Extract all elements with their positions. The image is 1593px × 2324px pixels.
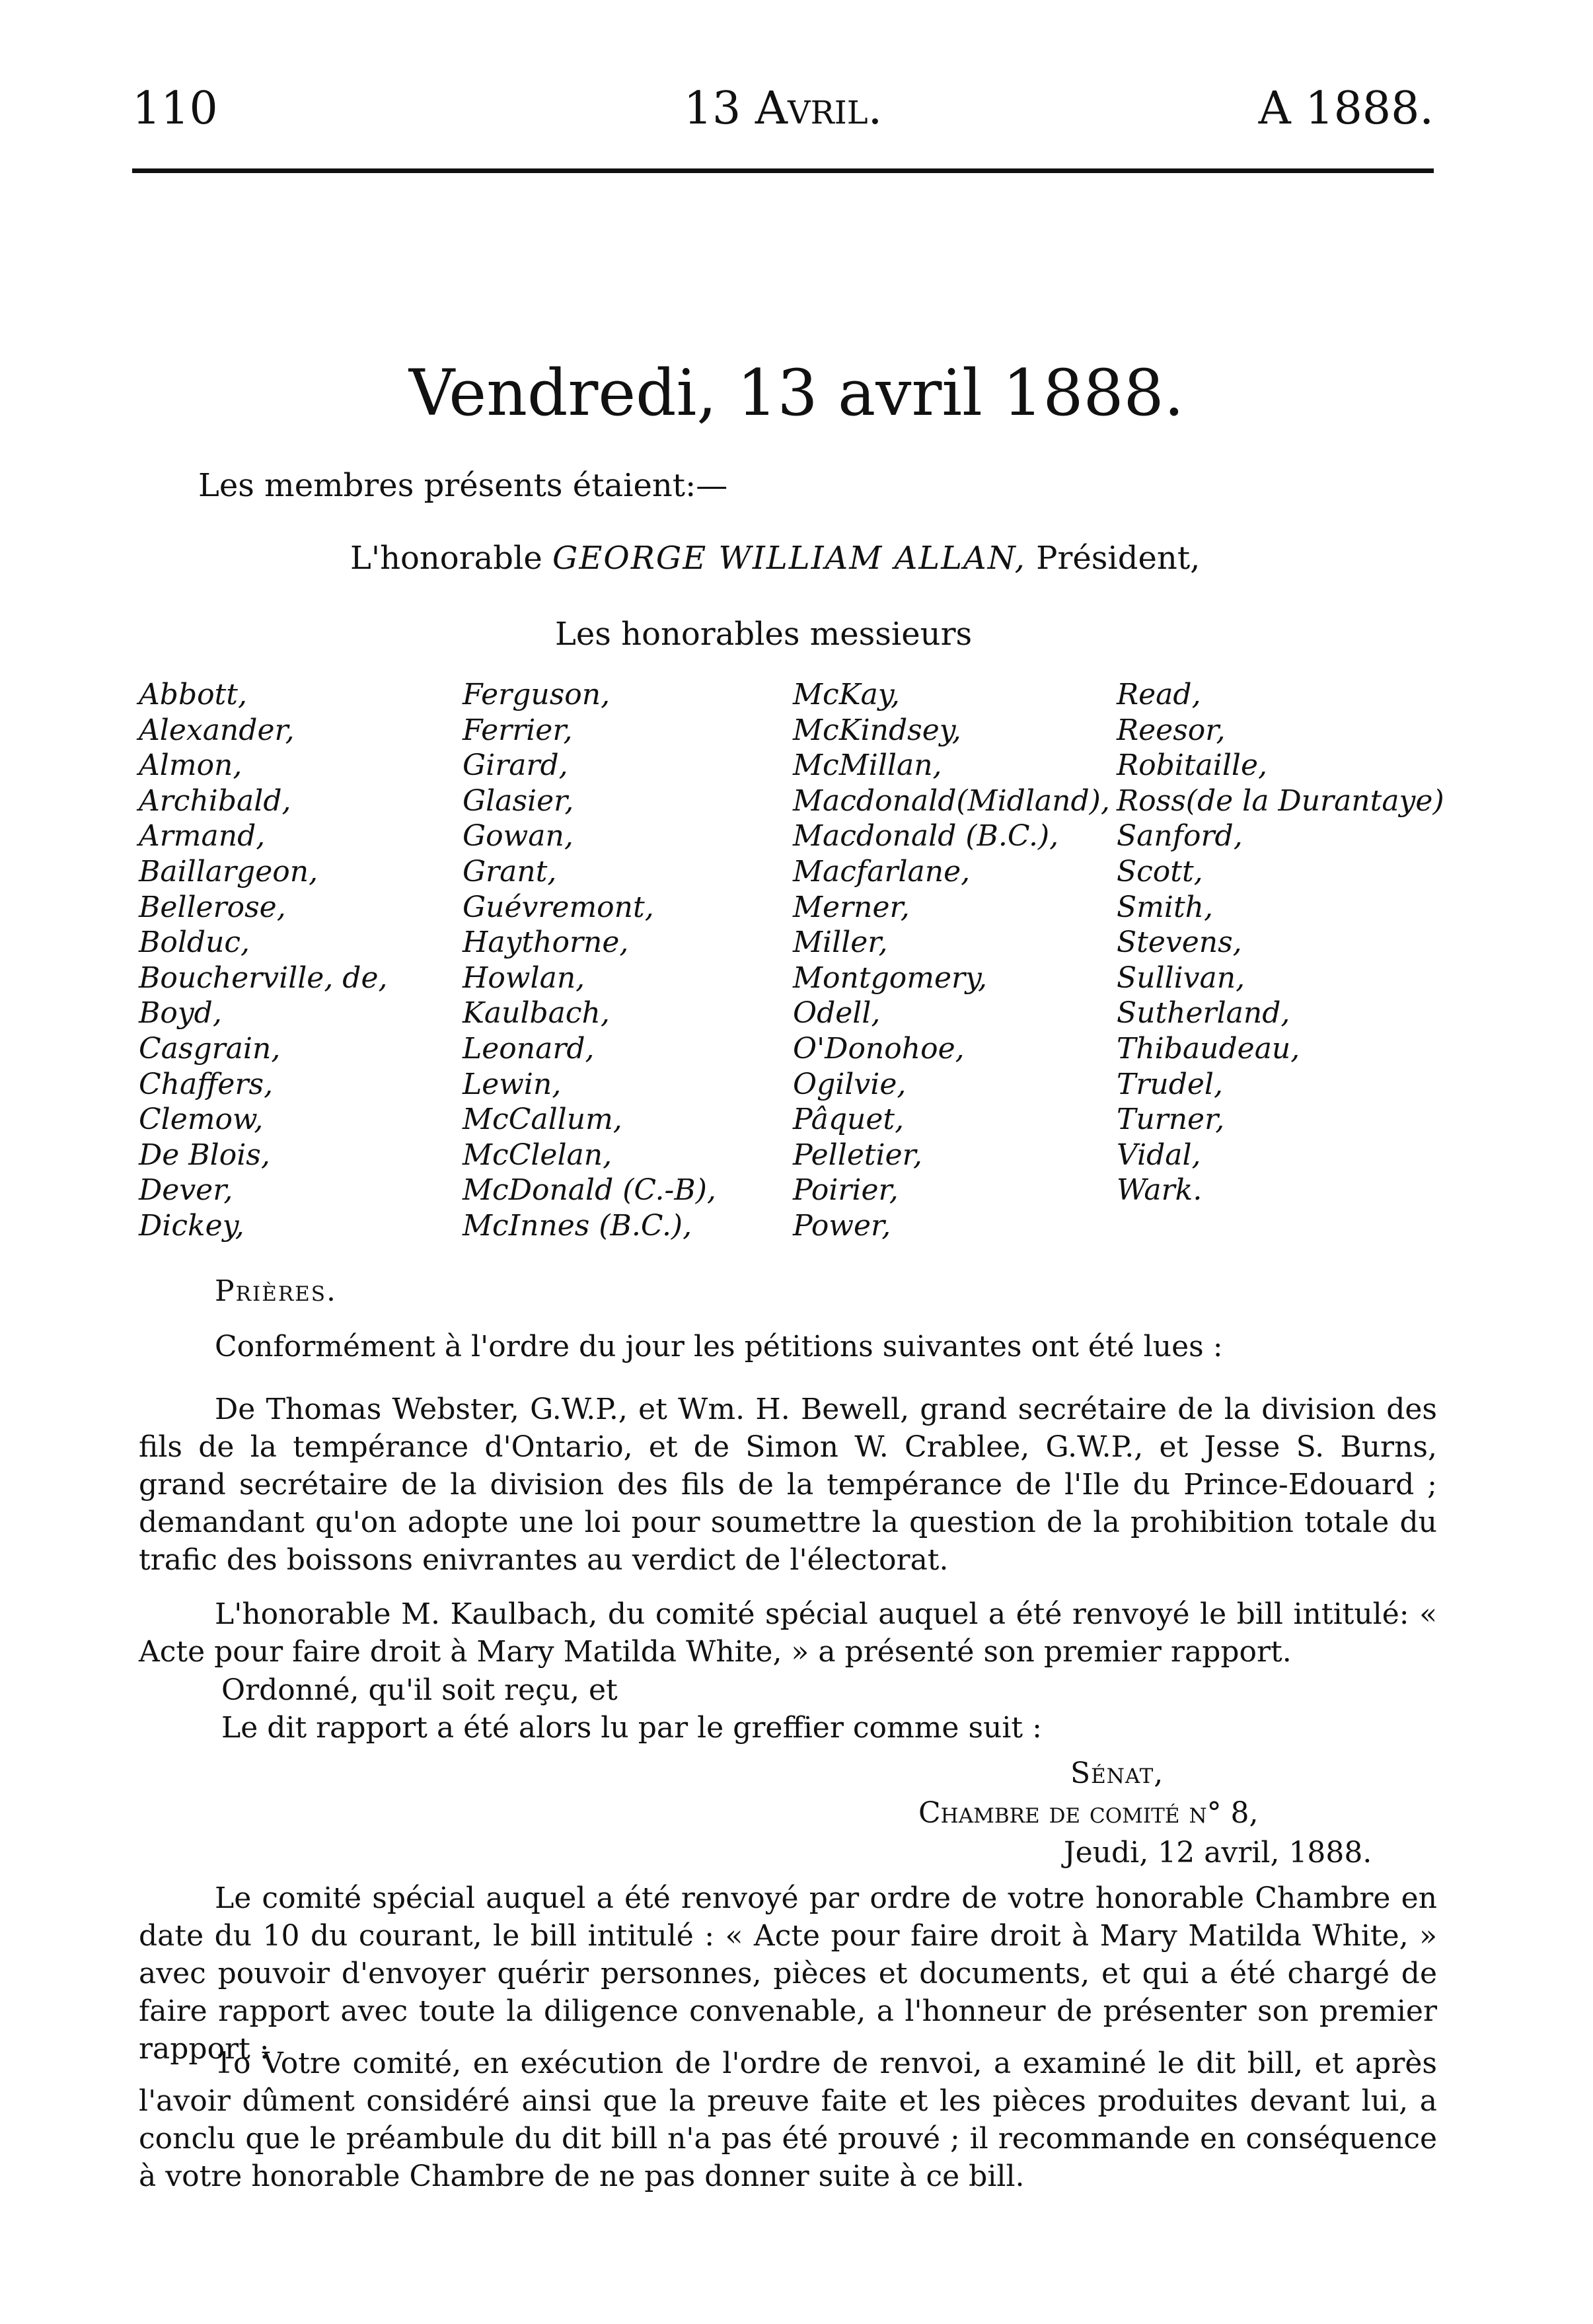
member-name: Bellerose, bbox=[139, 890, 286, 924]
member-name: Stevens, bbox=[1117, 926, 1242, 960]
member-name: Kaulbach, bbox=[463, 996, 610, 1031]
member-name: De Blois, bbox=[139, 1138, 270, 1172]
member-name: Robitaille, bbox=[1117, 748, 1268, 783]
members-column-2 bbox=[463, 677, 716, 1244]
member-name: McKay, bbox=[793, 678, 900, 711]
member-name: O'Donohoe, bbox=[793, 1031, 965, 1066]
member-name: Baillargeon, bbox=[139, 854, 318, 889]
president-line bbox=[350, 535, 1200, 581]
member-name: Scott, bbox=[1117, 854, 1203, 889]
members-heading: Les honorables messieurs bbox=[555, 616, 973, 653]
member-name: Girard, bbox=[463, 748, 568, 783]
members-intro: Les membres présents étaient:— bbox=[198, 467, 728, 504]
member-name: Sutherland, bbox=[1117, 996, 1290, 1031]
member-name: McInnes (B.C.), bbox=[463, 1208, 692, 1243]
member-name: Armand, bbox=[139, 819, 266, 853]
member-name: Reesor, bbox=[1117, 713, 1226, 747]
member-name: Montgomery, bbox=[793, 961, 988, 995]
member-name: Almon, bbox=[139, 748, 242, 783]
member-name: Macdonald (B.C.), bbox=[793, 819, 1059, 853]
member-name: Dickey, bbox=[139, 1208, 244, 1243]
member-name: Casgrain, bbox=[139, 1031, 281, 1066]
page-title: Vendredi, 13 avril 1888. bbox=[408, 356, 1185, 430]
member-name: McDonald (C.-B), bbox=[463, 1173, 716, 1208]
report-committee-room: Chambre de comité n° 8, bbox=[918, 1796, 1259, 1830]
president-prefix: L'honorable bbox=[350, 540, 542, 577]
member-name: Macdonald(Midland), bbox=[793, 783, 1110, 818]
member-name: Guévremont, bbox=[463, 890, 654, 924]
paragraph-committee: Le comité spécial auquel a été renvoyé par ordre de votre honorable Chambre en date du 10 du courant, le bill intitulé : « Acte pour faire droit à Mary Matilda White, » avec pouvoir d'envoyer quérir personnes, pièces et documents, et qui a été chargé de faire rapport avec toute la diligence convenable, a l'honneur de présenter son premier rapport : bbox=[139, 1881, 1437, 2066]
member-name: Bolduc, bbox=[139, 926, 250, 960]
member-name: Haythorne, bbox=[463, 926, 629, 960]
member-name: Gowan, bbox=[463, 819, 574, 853]
paragraph-report-read: Le dit rapport a été alors lu par le greffier comme suit : bbox=[221, 1711, 1042, 1745]
member-name: Vidal, bbox=[1117, 1138, 1201, 1172]
member-name: Ogilvie, bbox=[793, 1067, 907, 1101]
member-name: Trudel, bbox=[1117, 1067, 1223, 1101]
member-name: Turner, bbox=[1117, 1103, 1225, 1137]
member-name: McKindsey, bbox=[793, 713, 961, 747]
page-number: 110 bbox=[132, 83, 218, 135]
member-name: Archibald, bbox=[139, 783, 291, 818]
running-head-year: A 1888. bbox=[1258, 83, 1434, 135]
member-name: Read, bbox=[1117, 678, 1201, 711]
member-name: Leonard, bbox=[463, 1031, 595, 1066]
member-name: Clemow, bbox=[139, 1103, 264, 1137]
member-name: Sullivan, bbox=[1117, 961, 1245, 995]
paragraph-kaulbach-report: L'honorable M. Kaulbach, du comité spécial auquel a été renvoyé le bill intitulé: « Acte pour faire droit à Mary Matilda White, » a présenté son premier rapport. bbox=[139, 1597, 1437, 1669]
members-list bbox=[139, 677, 1460, 1245]
member-name: Power, bbox=[793, 1208, 891, 1243]
member-name: Pelletier, bbox=[793, 1138, 922, 1172]
member-name: Chaffers, bbox=[139, 1067, 274, 1101]
member-name: Ferguson, bbox=[463, 678, 611, 711]
member-name: Merner, bbox=[793, 890, 910, 924]
header-rule bbox=[132, 168, 1434, 173]
member-name: McCallum, bbox=[463, 1103, 622, 1137]
member-name: Poirier, bbox=[793, 1173, 899, 1208]
member-name: Odell, bbox=[793, 996, 881, 1031]
president-name: GEORGE WILLIAM ALLAN, bbox=[552, 540, 1026, 577]
member-name: Abbott, bbox=[139, 678, 247, 711]
member-name: Sanford, bbox=[1117, 819, 1243, 853]
member-name: Boyd, bbox=[139, 996, 222, 1031]
paragraph-conclusion: 1o Votre comité, en exécution de l'ordre de renvoi, a examiné le dit bill, et après l'avoir dûment considéré ainsi que la preuve faite et les pièces produites devant lui, a conclu que le préambule du dit bill n'a pas été prouvé ; il recommande en conséquence à votre honorable Chambre de ne pas donner suite à ce bill. bbox=[139, 2047, 1437, 2193]
member-name: Miller, bbox=[793, 926, 888, 960]
paragraph-petition: De Thomas Webster, G.W.P., et Wm. H. Bewell, grand secrétaire de la division des fils de la tempérance d'Ontario, et de Simon W. Crablee, G.W.P., et Jesse S. Burns, grand secrétaire de la division des fils de la tempérance de l'Ile du Prince-Edouard ; demandant qu'on adopte une loi pour soumettre la question de la prohibition totale du trafic des boissons enivrantes au verdict de l'électorat. bbox=[139, 1393, 1437, 1577]
president-role: Président, bbox=[1036, 540, 1201, 577]
prayers-heading: Prières. bbox=[215, 1274, 338, 1308]
member-name: Ferrier, bbox=[463, 713, 573, 747]
member-name: Alexander, bbox=[139, 713, 295, 747]
member-name: Pâquet, bbox=[793, 1103, 905, 1137]
member-name: Macfarlane, bbox=[793, 854, 971, 889]
member-name: Ross(de la Durantaye) bbox=[1117, 783, 1444, 818]
paragraph-order-of-day: Conformément à l'ordre du jour les pétitions suivantes ont été lues : bbox=[215, 1330, 1223, 1363]
member-name: Dever, bbox=[139, 1173, 233, 1208]
member-name: Lewin, bbox=[463, 1067, 562, 1101]
member-name: Howlan, bbox=[463, 961, 585, 995]
member-name: Wark. bbox=[1117, 1173, 1203, 1208]
member-name: Smith, bbox=[1117, 890, 1213, 924]
member-name: Grant, bbox=[463, 854, 557, 889]
members-column-1 bbox=[139, 677, 388, 1244]
member-name: Glasier, bbox=[463, 783, 574, 818]
report-heading bbox=[859, 1754, 1421, 1873]
members-column-3 bbox=[793, 677, 1110, 1244]
member-name: Boucherville, de, bbox=[139, 961, 388, 995]
running-head bbox=[132, 79, 1434, 139]
member-name: McMillan, bbox=[793, 748, 942, 783]
member-name: Thibaudeau, bbox=[1117, 1031, 1300, 1066]
members-column-4 bbox=[1117, 677, 1444, 1208]
report-senate: Sénat, bbox=[1070, 1757, 1164, 1790]
running-head-date: 13 Avril. bbox=[683, 83, 883, 135]
member-name: McClelan, bbox=[463, 1138, 612, 1172]
report-date: Jeudi, 12 avril, 1888. bbox=[1064, 1836, 1372, 1870]
paragraph-ordered: Ordonné, qu'il soit reçu, et bbox=[221, 1673, 618, 1707]
